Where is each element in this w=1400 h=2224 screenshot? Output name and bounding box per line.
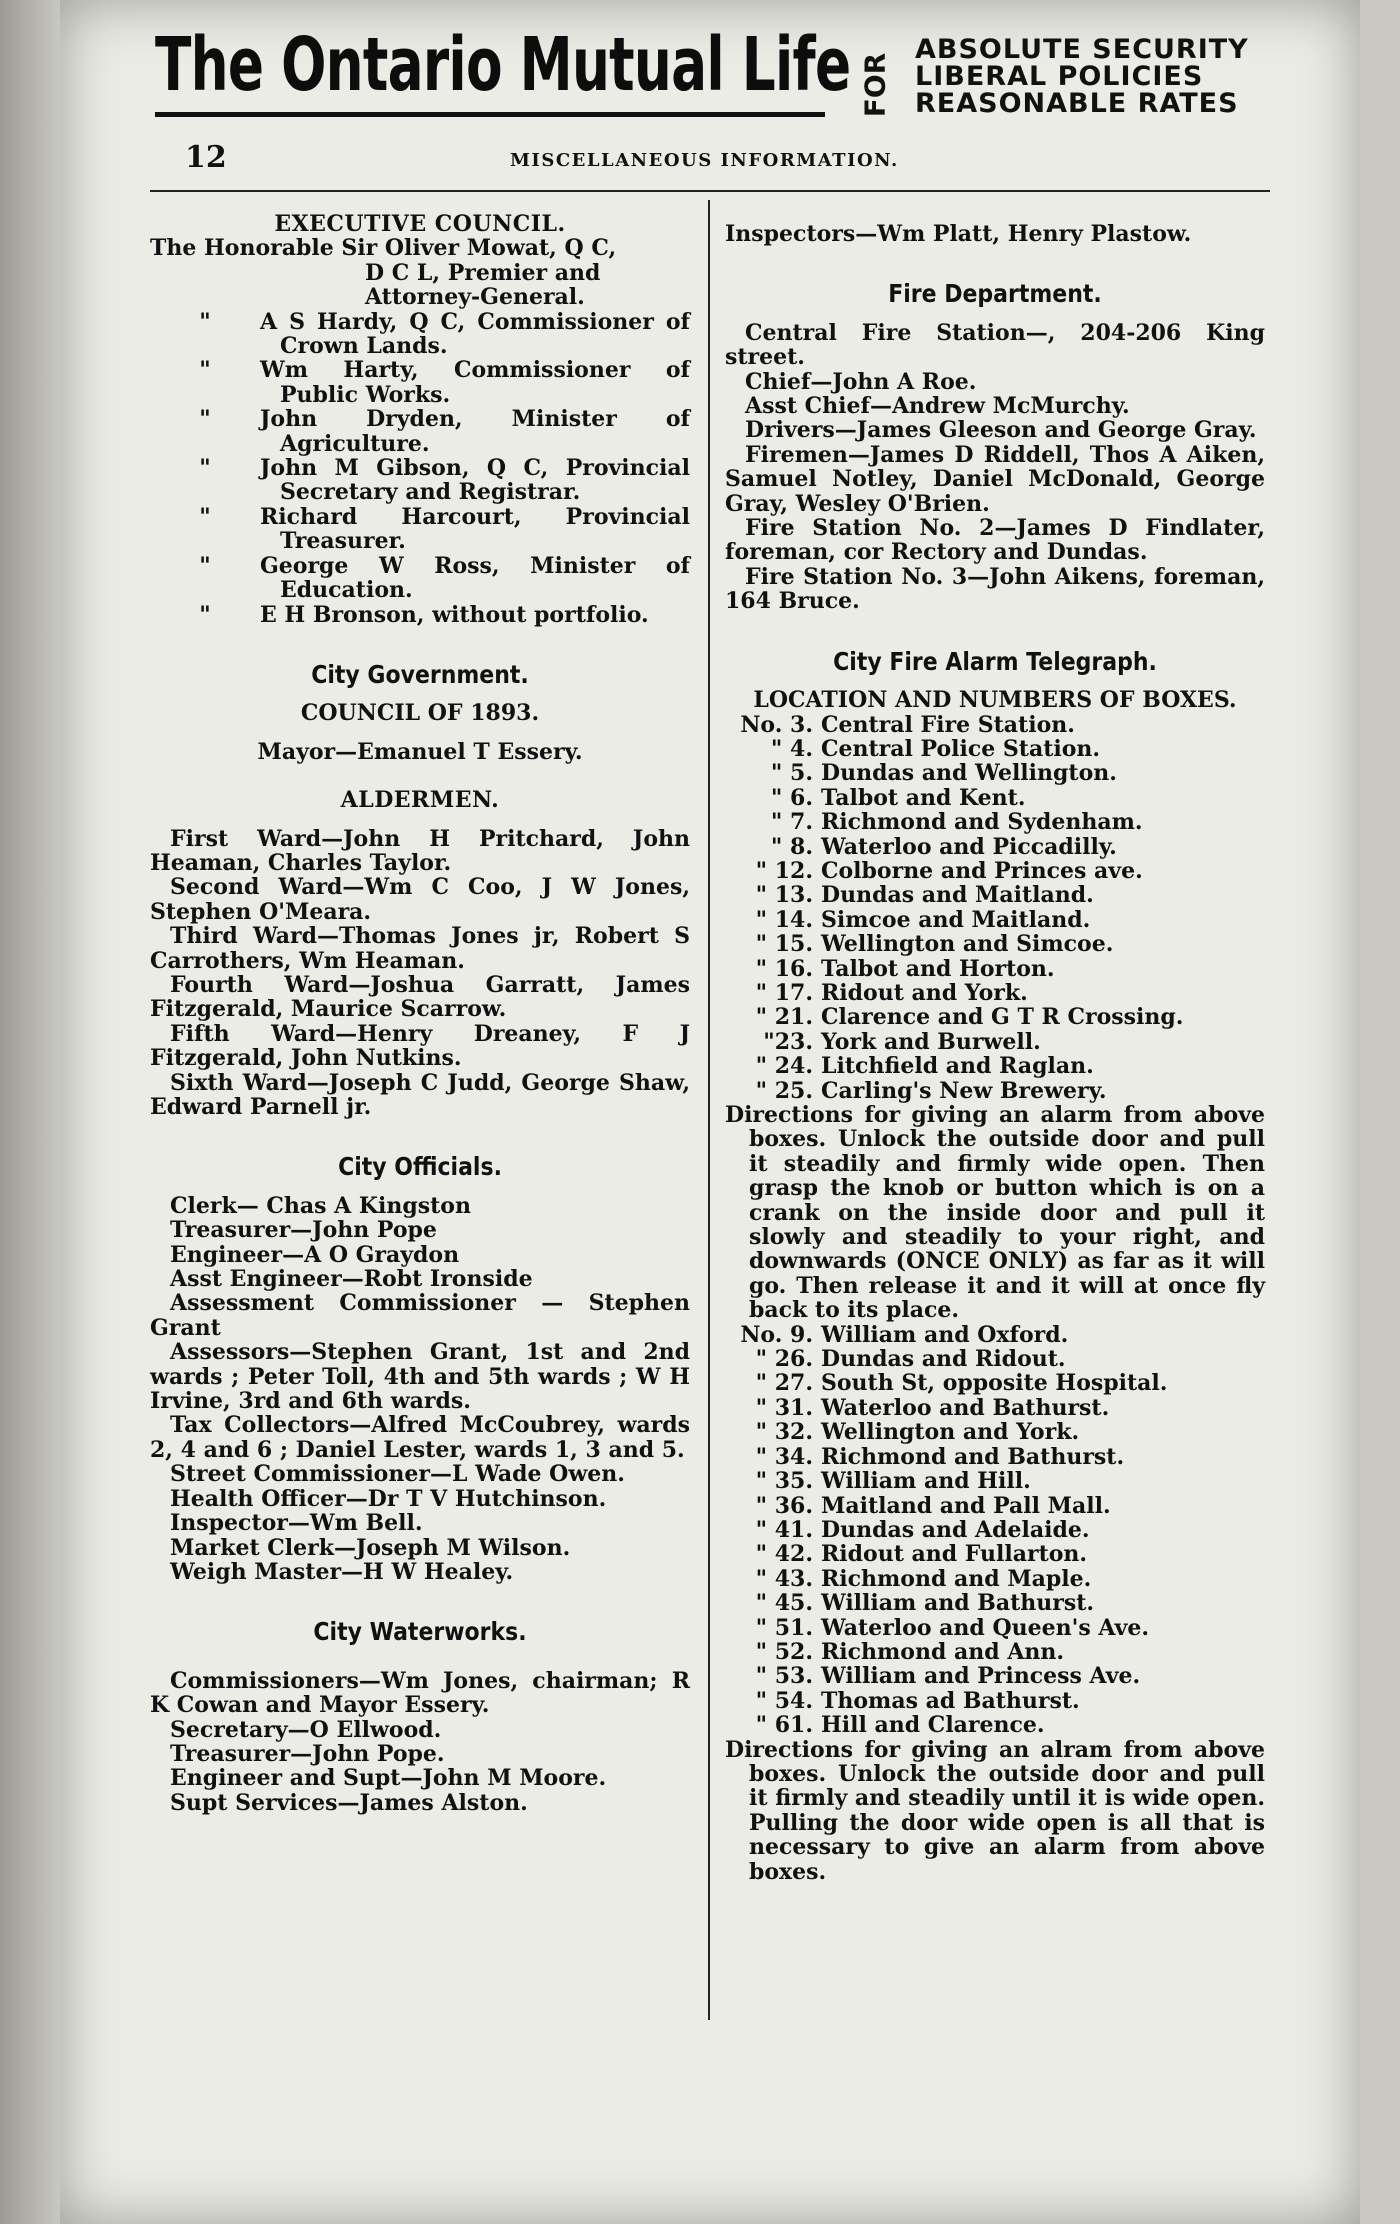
ward-entry: Fifth Ward—Henry Dreaney, F J Fitzgerald, John Nutkins.	[150, 1020, 690, 1072]
exec-member-text: John M Gibson, Q C, Provincial Secretary and Registrar.	[260, 455, 690, 506]
ward-entry: Fourth Ward—Joshua Garratt, James Fitzgerald, Maurice Scarrow.	[150, 971, 690, 1023]
ward-entry: Third Ward—Thomas Jones jr, Robert S Carrothers, Wm Heaman.	[150, 923, 690, 974]
box-number: " 61.	[755, 1712, 813, 1739]
box-location: Colborne and Princes ave.	[821, 857, 1143, 884]
box-number: " 12.	[755, 857, 813, 884]
alarm-box-row	[725, 932, 1265, 956]
official-entry: Health Officer—Dr T V Hutchinson.	[170, 1485, 607, 1512]
alarm-box-row	[725, 737, 1265, 761]
box-number: " 36.	[755, 1492, 813, 1519]
box-number: " 41.	[755, 1516, 813, 1543]
box-location: William and Oxford.	[821, 1321, 1069, 1348]
box-location: Dundas and Wellington.	[821, 760, 1117, 787]
box-location: Richmond and Maple.	[821, 1565, 1092, 1592]
box-location: William and Hill.	[821, 1468, 1031, 1495]
aldermen-heading: ALDERMEN.	[340, 787, 500, 814]
box-location: Central Police Station.	[821, 735, 1101, 762]
alarm-box-row	[725, 1664, 1265, 1688]
ditto-mark: "	[199, 455, 211, 482]
box-location: Ridout and York.	[821, 979, 1028, 1006]
waterworks-entry: Supt Services—James Alston.	[170, 1789, 528, 1816]
alarm-subhead: LOCATION AND NUMBERS OF BOXES.	[753, 687, 1237, 714]
banner-rule	[155, 112, 825, 117]
box-location: Richmond and Bathurst.	[821, 1443, 1125, 1470]
page-shadow-edge	[0, 0, 60, 2224]
box-location: Thomas ad Bathurst.	[821, 1687, 1080, 1714]
fire-entry: Fire Station No. 2—James D Findlater, foreman, cor Rectory and Dundas.	[725, 515, 1265, 566]
executive-council-heading: EXECUTIVE COUNCIL.	[274, 211, 566, 237]
box-number: " 8.	[770, 833, 813, 860]
ditto-mark: "	[199, 406, 211, 433]
city-government-heading: City Government.	[311, 659, 529, 689]
box-number: " 42.	[755, 1541, 813, 1568]
box-location: Waterloo and Bathurst.	[821, 1394, 1110, 1421]
officials-list	[150, 1194, 690, 1585]
ward-entry: Second Ward—Wm C Coo, J W Jones, Stephen O'Meara.	[150, 874, 690, 925]
box-location: Ridout and Fullarton.	[821, 1541, 1088, 1568]
box-location: William and Bathurst.	[821, 1590, 1095, 1617]
box-location: Wellington and York.	[821, 1419, 1080, 1446]
box-number: " 32.	[755, 1419, 813, 1446]
waterworks-entry: Treasurer—John Pope.	[170, 1740, 445, 1767]
exec-member	[150, 310, 690, 359]
box-location: Maitland and Pall Mall.	[821, 1492, 1111, 1519]
fire-department-heading: Fire Department.	[888, 279, 1102, 309]
city-waterworks-heading: City Waterworks.	[313, 1617, 527, 1647]
exec-member	[150, 554, 690, 603]
box-number: " 35.	[755, 1468, 813, 1495]
executive-council-list	[150, 310, 690, 627]
tagline: LIBERAL POLICIES	[915, 61, 1204, 92]
box-location: Waterloo and Piccadilly.	[821, 833, 1117, 860]
ward-entry: Sixth Ward—Joseph C Judd, George Shaw, Edward Parnell jr.	[150, 1069, 690, 1120]
exec-member	[150, 407, 690, 456]
city-officials-heading: City Officials.	[338, 1152, 502, 1182]
alarm-box-row	[725, 1689, 1265, 1713]
alarm-box-row	[725, 1323, 1265, 1347]
box-number: " 15.	[755, 931, 813, 958]
box-location: Talbot and Kent.	[821, 784, 1026, 811]
page-number: 12	[185, 140, 227, 175]
exec-member-text: E H Bronson, without portfolio.	[260, 601, 649, 628]
box-number: " 14.	[755, 906, 813, 933]
official-entry: Treasurer—John Pope	[170, 1217, 437, 1244]
council-heading: COUNCIL OF 1893.	[300, 700, 540, 727]
banner-title: The Ontario Mutual Life	[155, 22, 851, 108]
alarm-box-row	[725, 883, 1265, 907]
left-column	[150, 212, 690, 1815]
box-number: " 6.	[770, 784, 813, 811]
exec-member	[150, 358, 690, 407]
box-number: " 53.	[755, 1663, 813, 1690]
box-location: Simcoe and Maitland.	[821, 906, 1091, 933]
alarm-directions: Directions for giving an alarm from above boxes. Unlock the outside door and pull it steadily and firmly wide open. Then grasp the knob or button which is on a crank on the inside door and pull it slowly and steadily to your right, and downwards (ONCE ONLY) as far as it will go. Then release it and it will at once fly back to its place.	[725, 1102, 1265, 1324]
box-number: " 54.	[755, 1687, 813, 1714]
official-entry: Engineer—A O Graydon	[170, 1241, 460, 1268]
right-column	[725, 222, 1265, 1884]
header-rule	[150, 190, 1270, 192]
alarm-box-row	[725, 1054, 1265, 1078]
box-location: Richmond and Ann.	[821, 1638, 1065, 1665]
fire-alarm-heading: City Fire Alarm Telegraph.	[833, 646, 1157, 676]
box-location: Dundas and Adelaide.	[821, 1516, 1090, 1543]
box-number: " 45.	[755, 1590, 813, 1617]
box-number: " 24.	[755, 1053, 813, 1080]
exec-member-text: George W Ross, Minister of Education.	[260, 552, 690, 604]
box-location: William and Princess Ave.	[821, 1663, 1141, 1690]
box-number: " 31.	[755, 1394, 813, 1421]
alarm-box-row	[725, 1616, 1265, 1640]
box-number: " 16.	[755, 955, 813, 982]
banner-taglines	[915, 36, 1249, 117]
ditto-mark: "	[199, 308, 211, 335]
exec-member	[150, 456, 690, 505]
alarm-box-row	[725, 1445, 1265, 1469]
fire-entry: Central Fire Station—, 204-206 King street.	[725, 319, 1265, 371]
alarm-box-row	[725, 859, 1265, 883]
alarm-box-row	[725, 786, 1265, 810]
box-number: " 27.	[755, 1370, 813, 1397]
ditto-mark: "	[199, 503, 211, 530]
official-entry: Weigh Master—H W Healey.	[170, 1558, 514, 1585]
alarm-box-row	[725, 1030, 1265, 1054]
fire-entry: Asst Chief—Andrew McMurchy.	[745, 393, 1130, 420]
box-number: "23.	[763, 1028, 813, 1055]
box-location: Dundas and Ridout.	[821, 1346, 1066, 1373]
box-number: " 5.	[770, 760, 813, 787]
ditto-mark: "	[199, 552, 211, 579]
alarm-box-row	[725, 1518, 1265, 1542]
alarm-box-row	[725, 1347, 1265, 1371]
official-entry: Market Clerk—Joseph M Wilson.	[170, 1534, 571, 1561]
box-location: York and Burwell.	[821, 1028, 1041, 1055]
alarm-box-row	[725, 835, 1265, 859]
ward-list	[150, 827, 690, 1120]
box-location: South St, opposite Hospital.	[821, 1370, 1168, 1397]
inspectors-line: Inspectors—Wm Platt, Henry Plastow.	[725, 221, 1192, 247]
waterworks-entry: Secretary—O Ellwood.	[170, 1716, 442, 1743]
alarm-box-row	[725, 713, 1265, 737]
alarm-box-row	[725, 1713, 1265, 1737]
official-entry: Asst Engineer—Robt Ironside	[170, 1266, 533, 1293]
ward-entry: First Ward—John H Pritchard, John Heaman, Charles Taylor.	[150, 825, 690, 876]
box-number: " 25.	[755, 1077, 813, 1104]
official-entry: Inspector—Wm Bell.	[170, 1510, 423, 1537]
box-location: Central Fire Station.	[821, 711, 1075, 738]
alarm-box-row	[725, 1420, 1265, 1444]
exec-member-text: A S Hardy, Q C, Commissioner of Crown Lands.	[260, 308, 690, 360]
exec-member	[150, 505, 690, 554]
alarm-box-row	[725, 1494, 1265, 1518]
box-number: " 51.	[755, 1614, 813, 1641]
alarm-box-row	[725, 1542, 1265, 1566]
fire-entry: Firemen—James D Riddell, Thos A Aiken, Samuel Notley, Daniel McDonald, George Gray, Wesley O'Brien.	[725, 441, 1265, 517]
mayor-line: Mayor—Emanuel T Essery.	[257, 738, 583, 765]
fire-entry: Fire Station No. 3—John Aikens, foreman, 164 Bruce.	[725, 563, 1265, 615]
box-number: No. 3.	[740, 711, 813, 738]
box-number: " 52.	[755, 1638, 813, 1665]
box-location: Hill and Clarence.	[821, 1712, 1045, 1739]
alarm-box-row	[725, 1567, 1265, 1591]
alarm-box-row	[725, 1591, 1265, 1615]
box-location: Carling's New Brewery.	[821, 1077, 1107, 1104]
box-number: " 21.	[755, 1004, 813, 1031]
alarm-box-row	[725, 1396, 1265, 1420]
official-entry: Assessors—Stephen Grant, 1st and 2nd wards ; Peter Toll, 4th and 5th wards ; W H Irvine, 3rd and 6th wards.	[150, 1339, 690, 1415]
official-entry: Tax Collectors—Alfred McCoubrey, wards 2, 4 and 6 ; Daniel Lester, wards 1, 3 and 5.	[150, 1412, 690, 1463]
box-number: " 34.	[755, 1443, 813, 1470]
box-number: " 4.	[770, 735, 813, 762]
alarm-box-row	[725, 908, 1265, 932]
exec-member-text: John Dryden, Minister of Agriculture.	[260, 406, 690, 457]
ditto-mark: "	[199, 357, 211, 384]
running-head: MISCELLANEOUS INFORMATION.	[510, 150, 899, 171]
box-number: No. 9.	[740, 1321, 813, 1348]
box-number: " 26.	[755, 1346, 813, 1373]
banner-for-label: FOR	[858, 52, 892, 118]
box-number: " 43.	[755, 1565, 813, 1592]
alarm-box-row	[725, 1640, 1265, 1664]
box-location: Wellington and Simcoe.	[821, 931, 1114, 958]
alarm-boxes-list	[725, 1323, 1265, 1738]
exec-member-text: Wm Harty, Commissioner of Public Works.	[260, 357, 690, 408]
box-location: Clarence and G T R Crossing.	[821, 1004, 1184, 1031]
official-entry: Clerk— Chas A Kingston	[170, 1192, 471, 1219]
alarm-boxes-list	[725, 713, 1265, 1104]
alarm-directions: Directions for giving an alram from above boxes. Unlock the outside door and pull it firmly and steadily until it is wide open. Pulling the door wide open is all that is necessary to give an alarm from above boxes.	[725, 1736, 1265, 1885]
box-number: " 17.	[755, 979, 813, 1006]
box-location: Dundas and Maitland.	[821, 882, 1094, 909]
waterworks-list	[150, 1669, 690, 1815]
tagline: ABSOLUTE SECURITY	[915, 34, 1249, 65]
ditto-mark: "	[199, 601, 211, 628]
fire-department-list	[725, 321, 1265, 614]
advertisement-banner	[95, 20, 1310, 130]
official-entry: Assessment Commissioner — Stephen Grant	[150, 1290, 690, 1341]
alarm-box-row	[725, 957, 1265, 981]
alarm-box-row	[725, 1371, 1265, 1395]
box-location: Litchfield and Raglan.	[821, 1053, 1094, 1080]
exec-member-text: Richard Harcourt, Provincial Treasurer.	[260, 503, 690, 555]
exec-member	[150, 603, 690, 627]
box-number: " 7.	[770, 809, 813, 836]
alarm-box-row	[725, 1469, 1265, 1493]
box-location: Richmond and Sydenham.	[821, 809, 1143, 836]
fire-entry: Chief—John A Roe.	[745, 368, 977, 395]
official-entry: Street Commissioner—L Wade Owen.	[170, 1461, 625, 1488]
alarm-box-row	[725, 810, 1265, 834]
box-location: Talbot and Horton.	[821, 955, 1055, 982]
column-divider	[708, 200, 710, 2020]
alarm-box-row	[725, 981, 1265, 1005]
waterworks-entry: Commissioners—Wm Jones, chairman; R K Cowan and Mayor Essery.	[150, 1667, 690, 1719]
exec-member-premier: The Honorable Sir Oliver Mowat, Q C, D C L, Premier and Attorney-General.	[150, 235, 617, 311]
box-number: " 13.	[755, 882, 813, 909]
tagline: REASONABLE RATES	[915, 88, 1239, 119]
fire-entry: Drivers—James Gleeson and George Gray.	[745, 417, 1257, 444]
alarm-box-row	[725, 1005, 1265, 1029]
box-location: Waterloo and Queen's Ave.	[821, 1614, 1150, 1641]
waterworks-entry: Engineer and Supt—John M Moore.	[170, 1765, 607, 1792]
alarm-box-row	[725, 761, 1265, 785]
alarm-box-row	[725, 1079, 1265, 1103]
